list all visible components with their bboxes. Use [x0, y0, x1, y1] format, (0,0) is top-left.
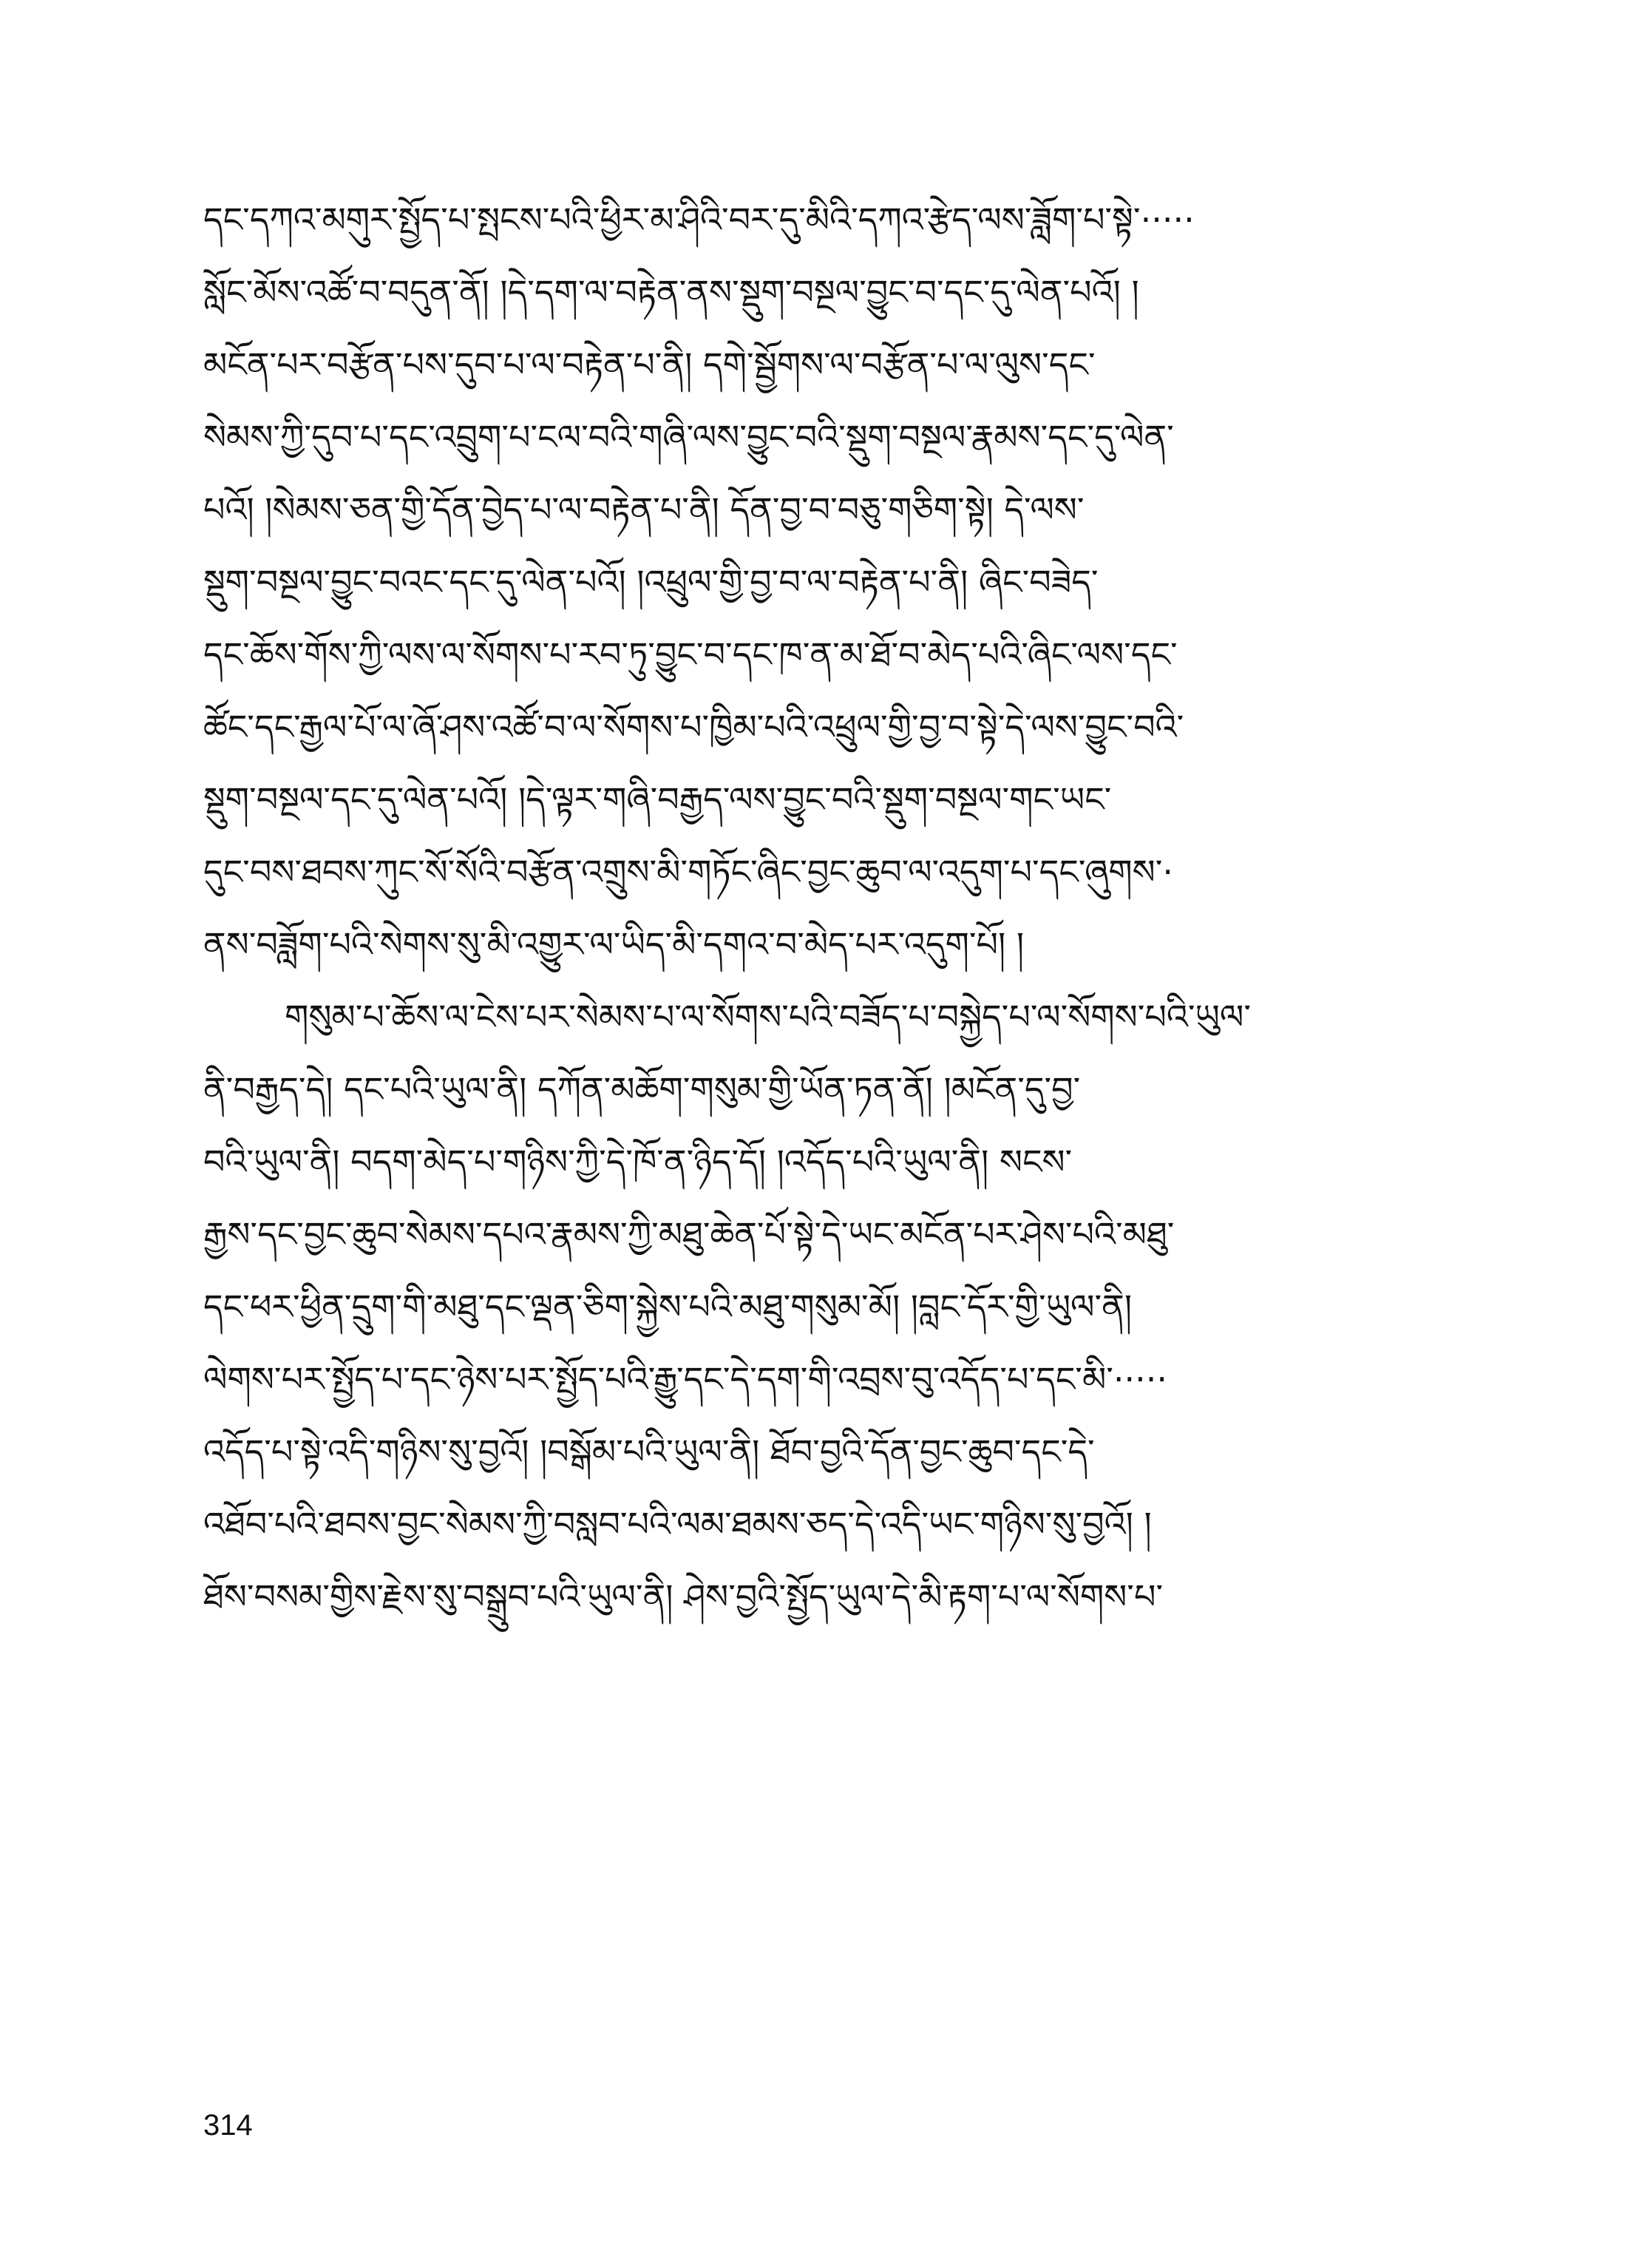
text-line-3: མངོན་པར་བརྩོན་པས་དུབ་པ་ལ་བརྟེན་པ་ནི། དགེ་སྦྱོགས་ལ་བརྩོན་པ་ལ་ལུས་དང་ [203, 345, 1096, 385]
text-line-2: སློང་མོས་འཚོ་བ་བདུན་ནོ། །དེ་དག་ལ་བརྟེན་ནས་སྡུག་བསྔལ་བྱུང་བ་དང་དུ་ལེན་པའོ། ། [203, 272, 1139, 312]
text-line-8: ཚོང་དང་རྒྱལ་པོ་ལ་ཞོ་ཤས་འཚོ་བ་ལ་སོགས་པ་ཁྱིམ་པའི་འཕྲུལ་གྱི་བྱ་བ་སྟེ་དེ་ལས་བྱུང་བའི་ [203, 707, 1184, 747]
text-line-11: ནས་བཟློག་པའི་སེགས་སུ་མི་འགྱུར་ལ་ཡིད་མི་དགའ་བ་མེད་པར་འདུག་པོ། ། [203, 924, 1025, 964]
text-line-18: འདོད་པ་སྟེ་འདི་གཉིས་སུ་བྱའོ། །བསྒོམ་པའི་ཡུལ་ནི། ཐོབ་བྱའི་དོན་བྱང་ཆུབ་དང་དེ་ [203, 1432, 1095, 1472]
text-line-14: བའི་ཡུལ་ནི། བདག་མེད་པ་གཉིས་ཀྱི་དེ་ཁོ་ན་ཉིད་དོ། །འདོད་པའི་ཡུལ་ནི། སངས་ [203, 1142, 1073, 1182]
text-line-10: དུང་བས་ཐབས་ཀུང་སོ་སོའི་བརྩོན་འགྲུས་མི་གཏོང་ཞིང་བྱང་ཆུབ་ལ་འདུག་པ་དང་ཞུགས་· [203, 852, 1174, 892]
text-line-15: རྒྱས་དང་བྱང་ཆུབ་སེམས་དཔའ་རྣམས་ཀྱི་མཐུ་ཆེན་པོ་སྟེ་དེ་ཡང་མངོན་པར་ཤེས་པའི་མཐུ་ [203, 1214, 1175, 1254]
text-line-13: ནི་བརྒྱད་དེ། དང་པའི་ཡུལ་ནི། དཀོན་མཆོག་གསུམ་གྱི་ཡོན་ཏན་ནོ། །མངོན་དུ་བྱ་ [203, 1069, 1081, 1109]
text-line-4: སེམས་ཀྱི་དུབ་པ་དང་འབྲུག་པ་ངལ་བའི་གཞི་ལས་བྱུང་བའི་སྡུག་བསྔལ་རྣམས་དང་དུ་ལེན་ [203, 417, 1174, 457]
text-line-5: པའོ། །སེམས་ཅན་གྱི་དོན་བྱེད་པ་ལ་བརྟེན་པ་ནི། དོན་བྱ་བ་བཅུ་གཅིག་སྟེ། དེ་ལས་ [203, 490, 1085, 529]
text-line-9: སྡུག་བསྔལ་དང་དུ་ལེན་པའོ། །དེ་ལྟར་གཞི་བརྒྱད་ལས་བྱུང་བའི་སྡུག་བསྔལ་གང་ཡང་ [203, 779, 1112, 819]
text-line-12-paragraph-start: གསུམ་པ་ཆོས་ལ་ངེས་པར་སེམས་པ་ལ་སོགས་པའི་བཟོད་པ་བསྐྱེད་པ་ལ་སོགས་པའི་ཡུལ་ [285, 997, 1251, 1037]
text-line-20: ཐོས་བསམ་གྱིས་རྗེས་སུ་བསྒྲུབ་པའི་ཡུལ་ནི། ཤེས་བྱའི་སྤྱོད་ཡུལ་དེ་མི་རྟག་པ་ལ་སོགས་པ་ [203, 1577, 1164, 1617]
text-line-19: འཐོབ་པའི་ཐབས་བྱང་སེམས་ཀྱི་བསླབ་པའི་ལམ་ཐམས་ཅད་དེ་འདི་ཡང་གཉིས་སུ་བྱའོ། ། [203, 1504, 1152, 1544]
text-line-17: ལེགས་པར་སྤྱོད་པ་དང་ཉེས་པར་སྤྱོད་པའི་རྒྱུ་དང་དེ་དག་གི་འབྲས་བུ་འདོད་པ་དང་མི་····· [203, 1359, 1168, 1399]
text-line-7: དང་ཆོས་གོས་ཀྱི་ལས་ལ་སོགས་པ་རབ་ཏུ་བྱུང་བ་དང་ཁ་ན་མ་ཐོ་བ་མེད་པའི་ཞིང་ལས་དང་ [203, 634, 1178, 674]
text-line-16: དང་ཕར་ཕྱིན་དྲུག་གི་མཐུ་དང་ལྡན་ཅིག་སྐྱེས་པའི་མཐུ་གསུམ་མོ། །བླང་དོར་གྱི་ཡུལ་ནི། [203, 1287, 1133, 1327]
body-text [203, 183, 1460, 1633]
text-line-1: དང་དཀའ་མགུར་སྤྱོད་པ་སྤངས་པའི་ཕྱིར་མ་ཤིའི་བར་དུ་མིའི་དཀའ་རྩེད་ལས་ཟློག་པ་སྟེ་····· [203, 200, 1195, 240]
text-line-6: སྡུག་བསྔལ་བྱུང་བའང་དང་དུ་ལེན་པའོ། །འཕྲུལ་གྱི་བྱ་བ་ལ་བརྟེན་པ་ནི། ཞིང་བཟེད་ [203, 562, 1099, 602]
page-number: 314 [203, 2109, 253, 2142]
